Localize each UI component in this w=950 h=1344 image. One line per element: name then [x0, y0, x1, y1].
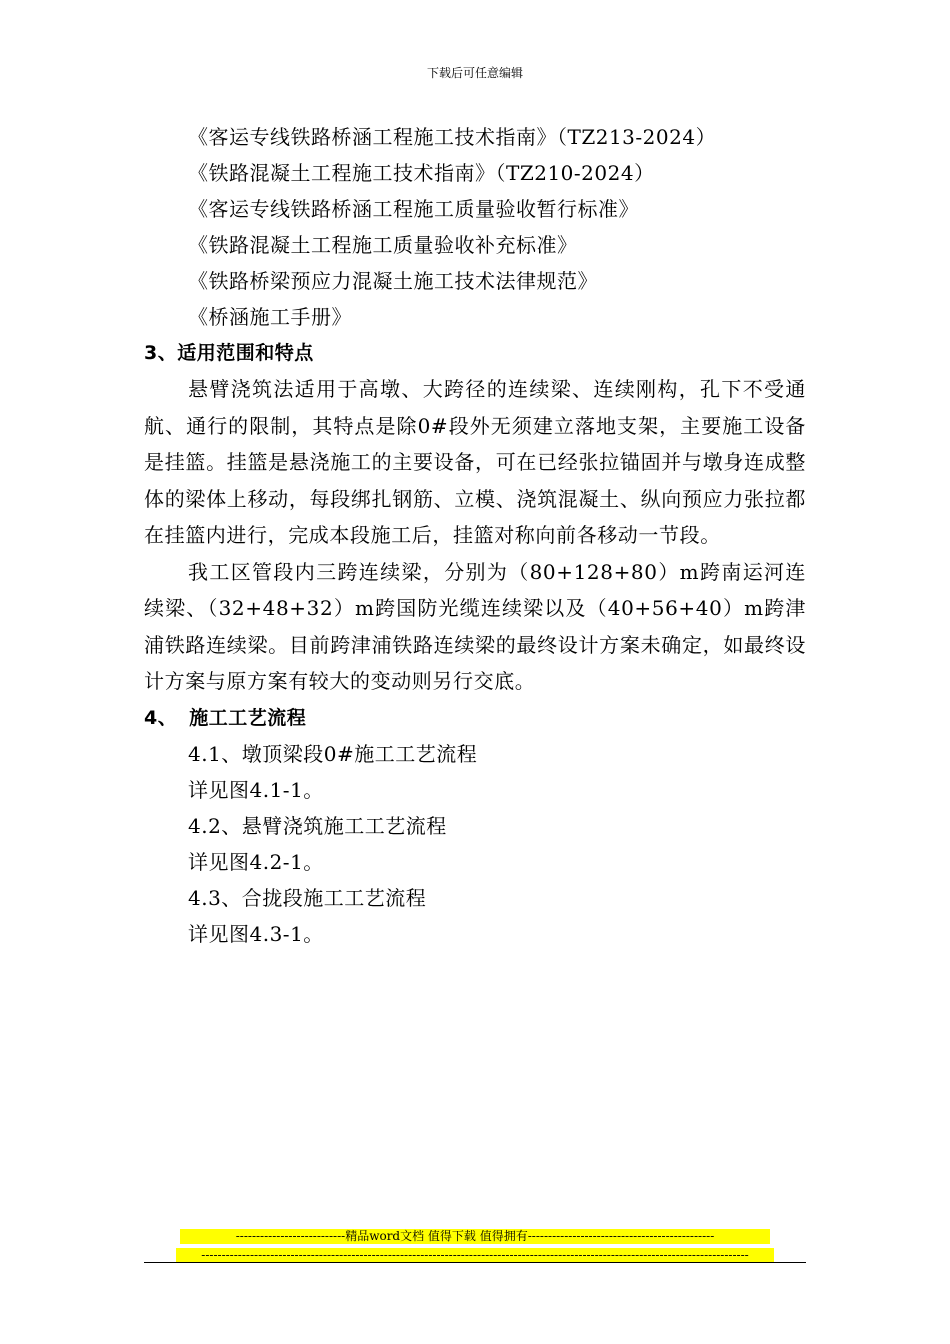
subsection-title: 4.3、合拢段施工工艺流程 [188, 885, 427, 910]
subsection-detail: 详见图4.2-1。 [188, 849, 324, 874]
subsection-title: 4.1、墩顶梁段0#施工工艺流程 [188, 741, 478, 766]
section-3-paragraph-1: 悬臂浇筑法适用于高墩、大跨径的连续梁、连续刚构，孔下不受通航、通行的限制，其特点是除0#段外无须建立落地支架，主要施工设备是挂篮。挂篮是悬浇施工的主要设备，可在已经张拉锚固并与墩身连成整体的梁体上移动，每段绑扎钢筋、立模、浇筑混凝土、纵向预应力张拉都在挂篮内进行，完成本段施工后，挂篮对称向前各移动一节段。 [144, 377, 806, 547]
section-4-number: 4、 [144, 706, 178, 729]
footer-rule [144, 1262, 806, 1263]
section-4-title: 施工工艺流程 [189, 706, 307, 729]
subsection-title: 4.2、悬臂浇筑施工工艺流程 [188, 813, 447, 838]
reference-item: 《桥涵施工手册》 [188, 305, 352, 329]
header-note: 下载后可任意编辑 [426, 66, 523, 80]
reference-item: 《客运专线铁路桥涵工程施工质量验收暂行标准》 [188, 197, 639, 221]
section-4-heading [144, 700, 806, 736]
reference-item: 《铁路混凝土工程施工质量验收补充标准》 [188, 233, 578, 257]
footer-line-1: ---------------------------精品word文档 值得下载 值得拥有---------------------------------------------- [180, 1229, 770, 1244]
reference-item: 《铁路桥梁预应力混凝土施工技术法律规范》 [188, 269, 598, 293]
footer-line-2: --------------------------------------------------------------------------------------------------------------------------------------- [176, 1248, 774, 1263]
section-3-heading: 3、适用范围和特点 [144, 342, 314, 364]
subsection-detail: 详见图4.3-1。 [188, 921, 324, 946]
section-3-paragraph-2: 我工区管段内三跨连续梁，分别为（80+128+80）m跨南运河连续梁、（32+48+32）m跨国防光缆连续梁以及（40+56+40）m跨津浦铁路连续梁。目前跨津浦铁路连续梁的最终设计方案未确定，如最终设计方案与原方案有较大的变动则另行交底。 [144, 559, 806, 693]
subsection-detail: 详见图4.1-1。 [188, 777, 324, 802]
reference-item: 《铁路混凝土工程施工技术指南》（TZ210-2024） [188, 161, 655, 185]
reference-item: 《客运专线铁路桥涵工程施工技术指南》（TZ213-2024） [188, 125, 717, 149]
document-body [144, 119, 806, 952]
